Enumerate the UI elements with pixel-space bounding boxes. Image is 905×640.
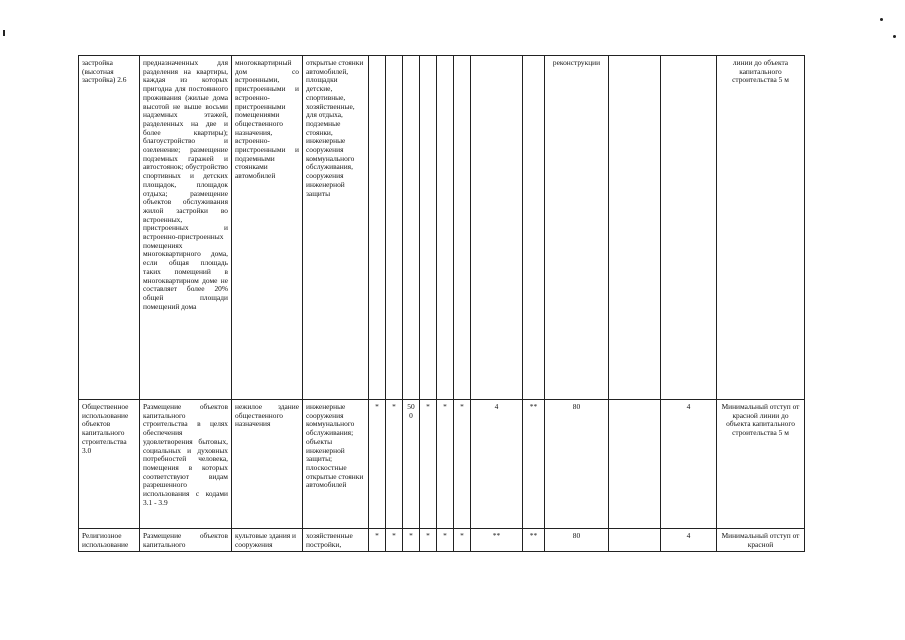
scan-mark-top-right (880, 18, 883, 21)
land-use-description: Размещение объектов капитального (140, 529, 232, 552)
land-use-regulations-table (78, 55, 805, 552)
param-cell: 4 (661, 529, 717, 552)
param-cell (420, 56, 437, 400)
restriction-note: линии до объекта капитального строительства 5 м (717, 56, 805, 400)
param-cell: 4 (471, 400, 523, 529)
param-cell (661, 56, 717, 400)
param-cell: реконструкции (545, 56, 609, 400)
land-use-description: Размещение объектов капитального строительства в целях обеспечения удовлетворения бытовых, социальных и духовных потребностей человека, помещения в которых соответствуют видам разрешенного использования с кодами 3.1 - 3.9 (140, 400, 232, 529)
main-permitted-objects: нежилое здание общественного назначения (232, 400, 303, 529)
param-cell (454, 56, 471, 400)
table-row (79, 400, 805, 529)
param-cell: 80 (545, 529, 609, 552)
param-cell: ** (471, 529, 523, 552)
param-cell: * (386, 529, 403, 552)
auxiliary-permitted-objects: открытые стоянки автомобилей, площадки детские, спортивные, хозяйственные, для отдыха, подземные стоянки, инженерные сооружения коммунального обслуживания, сооружения инженерной защиты (303, 56, 369, 400)
param-cell: 4 (661, 400, 717, 529)
param-cell (609, 56, 661, 400)
scan-mark-left (3, 30, 5, 36)
param-cell: 80 (545, 400, 609, 529)
param-cell: ** (523, 400, 545, 529)
restriction-note: Минимальный отступ от красной линии до объекта капитального строительства 5 м (717, 400, 805, 529)
param-cell: * (454, 529, 471, 552)
auxiliary-permitted-objects: инженерные сооружения коммунального обслуживания; объекты инженерной защиты; плоскостные открытые стоянки автомобилей (303, 400, 369, 529)
scan-mark-right (893, 35, 896, 38)
table-row (79, 56, 805, 400)
main-permitted-objects: культовые здания и сооружения (232, 529, 303, 552)
land-use-name: Общественное использование объектов капитального строительства 3.0 (79, 400, 140, 529)
param-cell (471, 56, 523, 400)
table-row (79, 529, 805, 552)
param-cell (609, 400, 661, 529)
param-cell: * (420, 400, 437, 529)
param-cell (403, 56, 420, 400)
land-use-name: Религиозное использование (79, 529, 140, 552)
param-cell (386, 56, 403, 400)
param-cell: * (369, 529, 386, 552)
restriction-note: Минимальный отступ от красной (717, 529, 805, 552)
param-cell: * (437, 400, 454, 529)
param-cell: ** (523, 529, 545, 552)
land-use-description: предназначенных для разделения на квартиры, каждая из которых пригодна для постоянного проживания (жилые дома высотой не выше восьми надземных этажей, разделенных на две и более квартиры); благоустройство и озеленение; размещение подземных гаражей и автостоянок; обустройство спортивных и детских площадок, площадок отдыха; размещение объектов обслуживания жилой застройки во встроенных, пристроенных и встроенно-пристроенных помещениях многоквартирного дома, если общая площадь таких помещений в многоквартирном доме не составляет более 20% общей площади помещений дома (140, 56, 232, 400)
param-cell: * (403, 529, 420, 552)
param-cell: * (437, 529, 454, 552)
param-cell (523, 56, 545, 400)
param-cell: 500 (403, 400, 420, 529)
param-cell (437, 56, 454, 400)
auxiliary-permitted-objects: хозяйственные постройки, (303, 529, 369, 552)
param-cell (609, 529, 661, 552)
main-permitted-objects: многоквартирный дом со встроенными, пристроенными и встроенно-пристроенными помещениями общественного назначения, встроенно-пристроенными и подземными стоянками автомобилей (232, 56, 303, 400)
param-cell: * (420, 529, 437, 552)
param-cell: * (386, 400, 403, 529)
param-cell: * (454, 400, 471, 529)
param-cell: * (369, 400, 386, 529)
param-cell (369, 56, 386, 400)
land-use-name: застройка (высотная застройка) 2.6 (79, 56, 140, 400)
